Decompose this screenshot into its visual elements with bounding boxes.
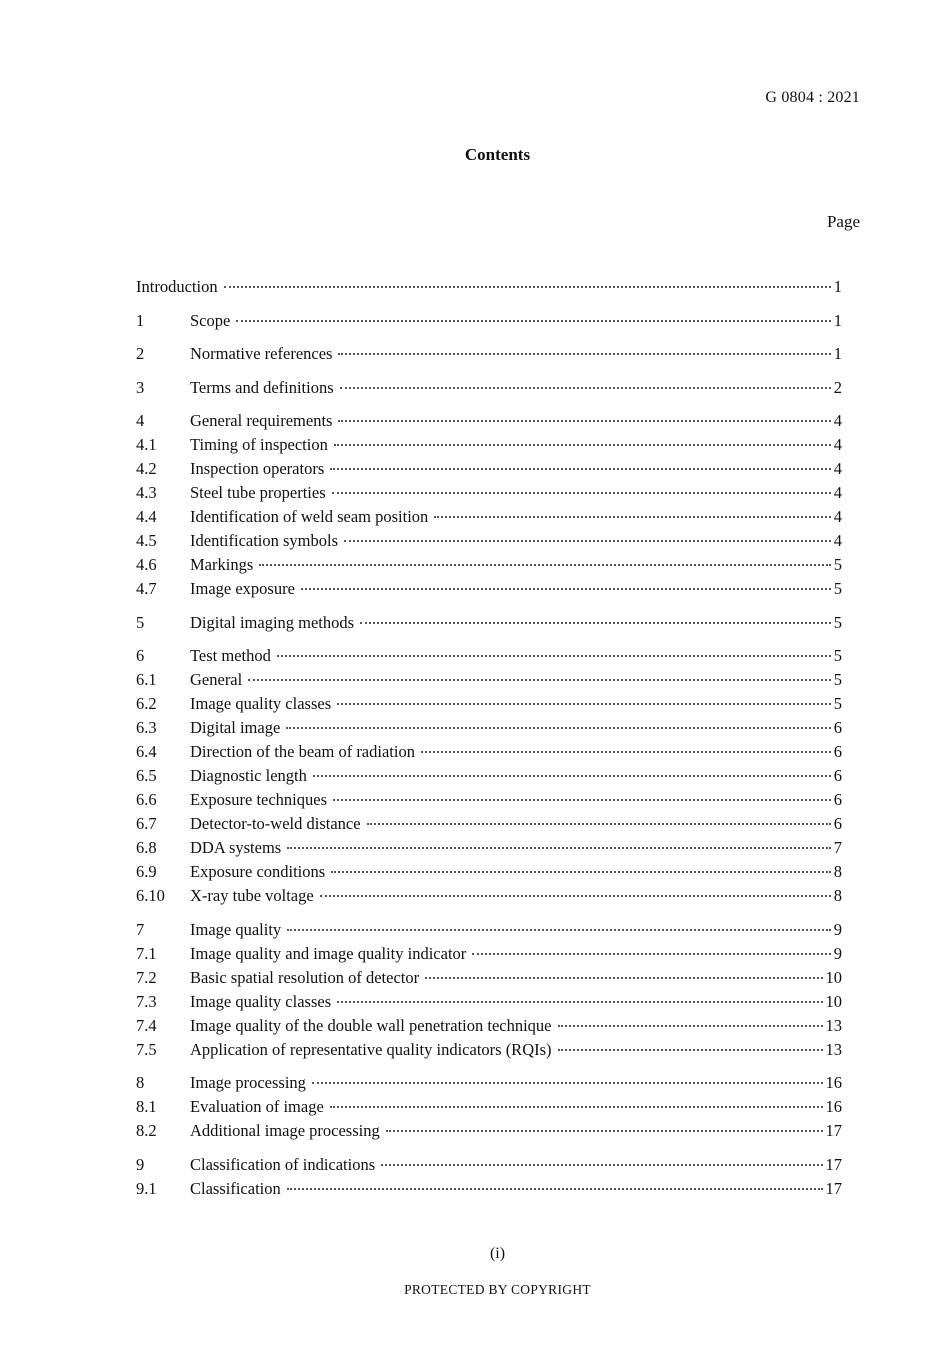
toc-entry-title: Basic spatial resolution of detector	[190, 967, 420, 987]
toc-entry-page: 5	[833, 694, 842, 713]
toc-entry[interactable]	[136, 790, 842, 814]
toc-entry[interactable]	[136, 1040, 842, 1064]
dot-leader	[301, 588, 831, 590]
toc-entry-title: Image exposure	[190, 579, 295, 598]
toc-entry-title: Classification of indications	[190, 1154, 376, 1174]
toc-entry[interactable]	[136, 1097, 842, 1121]
toc-entry-page: 6	[833, 718, 842, 737]
page-column-label: Page	[826, 212, 860, 231]
dot-leader	[558, 1049, 823, 1051]
toc-entry-number: 2	[136, 344, 145, 363]
toc-entry-page: 6	[833, 814, 842, 833]
toc-entry[interactable]	[136, 579, 842, 603]
toc-entry-number: 6.6	[136, 790, 157, 809]
toc-entry-number: 4.5	[136, 531, 157, 550]
toc-entry-title: Image quality classes	[190, 694, 332, 713]
toc-entry-number: 6.8	[136, 838, 157, 857]
toc-entry[interactable]	[136, 766, 842, 790]
toc-entry[interactable]	[136, 531, 842, 555]
dot-leader	[320, 895, 831, 897]
toc-entry[interactable]	[136, 435, 842, 459]
toc-entry-page: 16	[825, 1097, 842, 1116]
dot-leader	[287, 929, 831, 931]
toc-entry-number: 6.7	[136, 814, 157, 833]
toc-entry-number: 6.4	[136, 742, 157, 761]
toc-entry[interactable]	[136, 886, 842, 910]
toc-entry-number: 5	[136, 612, 145, 632]
dot-leader	[248, 679, 831, 681]
toc-entry[interactable]	[136, 862, 842, 886]
toc-entry[interactable]	[136, 814, 842, 838]
toc-entry[interactable]	[136, 459, 842, 483]
toc-entry-page: 4	[833, 483, 842, 502]
dot-leader	[330, 1106, 823, 1108]
toc-entry-title: Identification symbols	[190, 531, 339, 550]
toc-entry[interactable]	[136, 507, 842, 531]
toc-entry-number: 6.2	[136, 694, 157, 713]
toc-entry-page: 16	[825, 1073, 842, 1092]
dot-leader	[313, 775, 831, 777]
toc-entry-page: 17	[825, 1154, 842, 1174]
toc-entry-title: Application of representative quality indicators (RQIs)	[190, 1039, 552, 1059]
dot-leader	[287, 1188, 823, 1190]
toc-entry[interactable]	[136, 1155, 842, 1179]
toc-entry[interactable]	[136, 411, 842, 435]
toc-entry-title: Classification	[190, 1178, 281, 1198]
toc-entry-title: General requirements	[190, 411, 333, 430]
toc-entry-number: 4.1	[136, 435, 157, 454]
toc-entry[interactable]	[136, 992, 842, 1016]
toc-entry-page: 6	[833, 790, 842, 809]
toc-entry-page: 13	[825, 1039, 842, 1059]
toc-entry-page: 8	[833, 862, 842, 881]
toc-entry[interactable]	[136, 1121, 842, 1145]
toc-entry-page: 5	[833, 555, 842, 574]
toc-entry-number: 6	[136, 646, 145, 665]
toc-entry-title: Detector-to-weld distance	[190, 814, 361, 833]
page-title: Contents	[464, 145, 531, 164]
toc-entry-number: 4.6	[136, 555, 157, 574]
toc-entry-title: Timing of inspection	[190, 435, 328, 454]
toc-entry-page: 2	[833, 377, 842, 397]
toc-entry-page: 17	[825, 1178, 842, 1198]
toc-entry-title: Diagnostic length	[190, 766, 307, 785]
toc-entry[interactable]	[136, 968, 842, 992]
toc-entry-page: 9	[833, 943, 842, 963]
toc-entry-number: 8.1	[136, 1097, 157, 1116]
dot-leader	[287, 847, 831, 849]
toc-entry[interactable]	[136, 838, 842, 862]
dot-leader	[340, 387, 831, 389]
dot-leader	[338, 420, 830, 422]
toc-entry-title: DDA systems	[190, 838, 282, 857]
toc-entry-page: 1	[833, 344, 842, 363]
dot-leader	[386, 1130, 823, 1132]
toc-entry-number: 4.7	[136, 579, 157, 598]
toc-entry[interactable]	[136, 311, 842, 335]
toc-entry-number: 4.2	[136, 459, 157, 478]
dot-leader	[558, 1025, 823, 1027]
toc-entry[interactable]	[136, 646, 842, 670]
toc-entry-number: 7.1	[136, 943, 157, 963]
toc-entry[interactable]	[136, 694, 842, 718]
toc-entry-page: 10	[825, 967, 842, 987]
dot-leader	[344, 540, 831, 542]
toc-entry-number: 9	[136, 1154, 145, 1174]
dot-leader	[334, 444, 831, 446]
dot-leader	[425, 977, 822, 979]
toc-entry[interactable]	[136, 483, 842, 507]
dot-leader	[360, 622, 831, 624]
toc-entry-number: 6.10	[136, 886, 165, 905]
toc-entry-title: Introduction	[136, 277, 218, 296]
toc-entry-number: 4.3	[136, 483, 157, 502]
toc-entry-number: 3	[136, 377, 145, 397]
table-of-contents	[136, 277, 842, 1203]
toc-entry-title: Evaluation of image	[190, 1097, 324, 1116]
toc-entry-title: Direction of the beam of radiation	[190, 742, 415, 761]
toc-entry[interactable]	[136, 670, 842, 694]
toc-entry-number: 7	[136, 919, 145, 939]
dot-leader	[421, 751, 831, 753]
toc-entry-page: 5	[833, 579, 842, 598]
toc-entry[interactable]	[136, 1179, 842, 1203]
toc-entry-page: 8	[833, 886, 842, 905]
dot-leader	[434, 516, 830, 518]
toc-entry-title: Identification of weld seam position	[190, 507, 429, 526]
dot-leader	[330, 468, 831, 470]
dot-leader	[312, 1082, 823, 1084]
toc-entry[interactable]	[136, 555, 842, 579]
dot-leader	[332, 492, 831, 494]
dot-leader	[224, 286, 831, 288]
dot-leader	[337, 1001, 822, 1003]
toc-entry-title: Terms and definitions	[190, 377, 334, 397]
toc-entry-page: 1	[833, 310, 842, 330]
toc-entry-title: Image quality and image quality indicator	[190, 943, 467, 963]
dot-leader	[333, 799, 831, 801]
copyright-notice: PROTECTED BY COPYRIGHT	[404, 1282, 591, 1297]
toc-entry-title: Normative references	[190, 344, 333, 363]
toc-entry[interactable]	[136, 1016, 842, 1040]
toc-entry-number: 4.4	[136, 507, 157, 526]
toc-entry-number: 7.2	[136, 967, 157, 987]
toc-entry[interactable]	[136, 277, 842, 301]
toc-entry-title: Exposure conditions	[190, 862, 326, 881]
toc-entry-number: 7.4	[136, 1015, 157, 1035]
toc-entry[interactable]	[136, 613, 842, 637]
toc-entry-title: Inspection operators	[190, 459, 325, 478]
dot-leader	[472, 953, 830, 955]
toc-entry-page: 5	[833, 612, 842, 632]
toc-entry-number: 6.3	[136, 718, 157, 737]
page-number: (i)	[489, 1245, 506, 1262]
toc-entry-page: 4	[833, 435, 842, 454]
toc-entry-number: 6.5	[136, 766, 157, 785]
toc-entry-title: Image quality	[190, 919, 282, 939]
dot-leader	[277, 655, 831, 657]
toc-entry-title: Steel tube properties	[190, 483, 326, 502]
toc-entry-title: Markings	[190, 555, 254, 574]
toc-entry-page: 4	[833, 507, 842, 526]
toc-entry-number: 6.9	[136, 862, 157, 881]
toc-entry-title: Test method	[190, 646, 271, 665]
toc-entry-page: 5	[833, 670, 842, 689]
toc-entry-number: 9.1	[136, 1178, 157, 1198]
toc-entry-number: 7.3	[136, 991, 157, 1011]
toc-entry-page: 1	[833, 277, 842, 296]
toc-entry-page: 4	[833, 411, 842, 430]
toc-entry-title: Exposure techniques	[190, 790, 328, 809]
toc-entry-title: Additional image processing	[190, 1121, 380, 1140]
toc-entry-page: 13	[825, 1015, 842, 1035]
toc-entry[interactable]	[136, 944, 842, 968]
toc-entry-number: 1	[136, 310, 145, 330]
toc-entry-title: Digital imaging methods	[190, 612, 355, 632]
toc-entry-number: 8	[136, 1073, 145, 1092]
toc-entry[interactable]	[136, 718, 842, 742]
toc-entry-number: 8.2	[136, 1121, 157, 1140]
toc-entry-page: 7	[833, 838, 842, 857]
dot-leader	[331, 871, 831, 873]
toc-entry-page: 10	[825, 991, 842, 1011]
dot-leader	[236, 320, 830, 322]
toc-entry[interactable]	[136, 344, 842, 368]
toc-entry-page: 4	[833, 459, 842, 478]
toc-entry[interactable]	[136, 1073, 842, 1097]
toc-entry-number: 6.1	[136, 670, 157, 689]
toc-entry-number: 4	[136, 411, 145, 430]
toc-entry-page: 6	[833, 766, 842, 785]
toc-entry-title: Image quality of the double wall penetration technique	[190, 1015, 552, 1035]
document-id: G 0804 : 2021	[765, 89, 860, 106]
toc-entry-page: 17	[825, 1121, 842, 1140]
toc-entry-title: General	[190, 670, 243, 689]
toc-entry[interactable]	[136, 378, 842, 402]
dot-leader	[367, 823, 831, 825]
toc-entry-page: 4	[833, 531, 842, 550]
toc-entry-title: Scope	[190, 310, 231, 330]
toc-entry[interactable]	[136, 742, 842, 766]
toc-entry-title: Image quality classes	[190, 991, 332, 1011]
toc-entry-title: Image processing	[190, 1073, 306, 1092]
dot-leader	[381, 1164, 822, 1166]
toc-entry-page: 6	[833, 742, 842, 761]
toc-entry-number: 7.5	[136, 1039, 157, 1059]
dot-leader	[338, 353, 830, 355]
toc-entry-title: X-ray tube voltage	[190, 886, 314, 905]
dot-leader	[286, 727, 830, 729]
toc-entry[interactable]	[136, 920, 842, 944]
dot-leader	[259, 564, 831, 566]
toc-entry-title: Digital image	[190, 718, 281, 737]
toc-entry-page: 5	[833, 646, 842, 665]
toc-entry-page: 9	[833, 919, 842, 939]
dot-leader	[337, 703, 831, 705]
